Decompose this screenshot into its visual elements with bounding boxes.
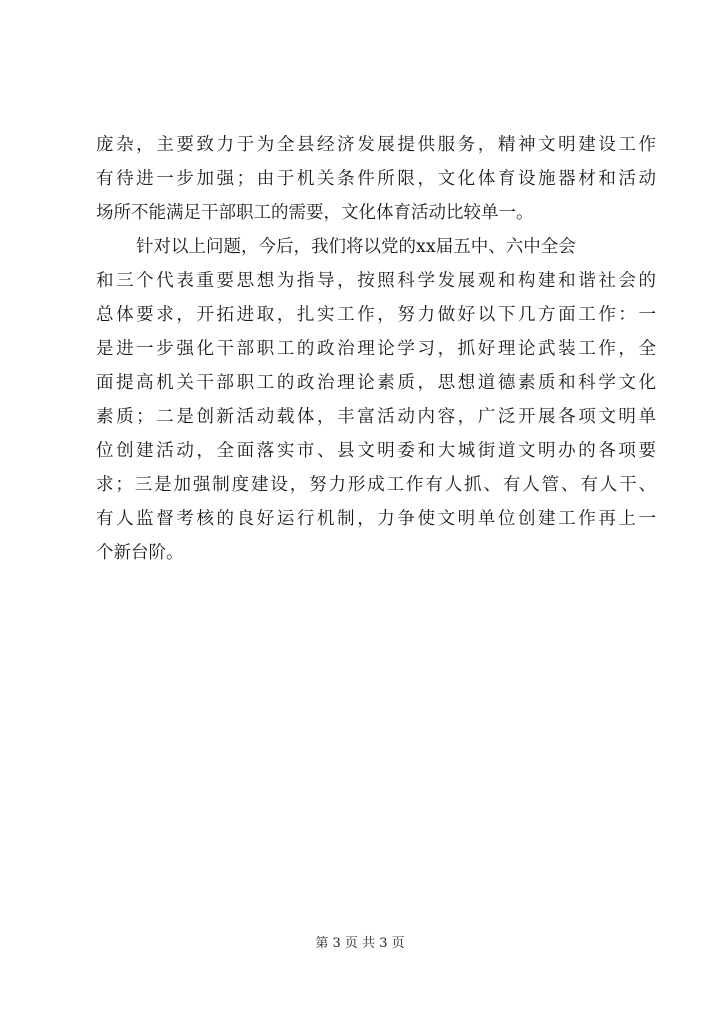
- paragraph-line: 针对以上问题，今后，我们将以党的xx届五中、六中全会: [136, 237, 576, 257]
- document-body: [96, 128, 656, 570]
- paragraph-line: 场所不能满足干部职工的需要，文化体育活动比较单一。: [96, 203, 534, 223]
- paragraph-line: 有人监督考核的良好运行机制，力争使文明单位创建工作再上一: [96, 509, 656, 529]
- paragraph-line: 庞杂，主要致力于为全县经济发展提供服务，精神文明建设工作: [96, 135, 656, 155]
- paragraph-line: 求；三是加强制度建设，努力形成工作有人抓、有人管、有人干、: [96, 475, 656, 495]
- paragraph-line: 总体要求，开拓进取，扎实工作，努力做好以下几方面工作：一: [96, 305, 656, 325]
- paragraph-line: 位创建活动，全面落实市、县文明委和大城街道文明办的各项要: [96, 441, 656, 461]
- paragraph-1: [96, 128, 656, 230]
- paragraph-line: 素质；二是创新活动载体，丰富活动内容，广泛开展各项文明单: [96, 407, 656, 427]
- paragraph-line: 有待进一步加强；由于机关条件所限，文化体育设施器材和活动: [96, 169, 656, 189]
- paragraph-line: 个新台阶。: [96, 543, 184, 563]
- paragraph-line: 和三个代表重要思想为指导，按照科学发展观和构建和谐社会的: [96, 271, 656, 291]
- paragraph-line: 面提高机关干部职工的政治理论素质，思想道德素质和科学文化: [96, 373, 656, 393]
- paragraph-line: 是进一步强化干部职工的政治理论学习，抓好理论武装工作，全: [96, 339, 656, 359]
- page-footer: 第 3 页 共 3 页: [315, 936, 405, 951]
- paragraph-2: [96, 230, 656, 570]
